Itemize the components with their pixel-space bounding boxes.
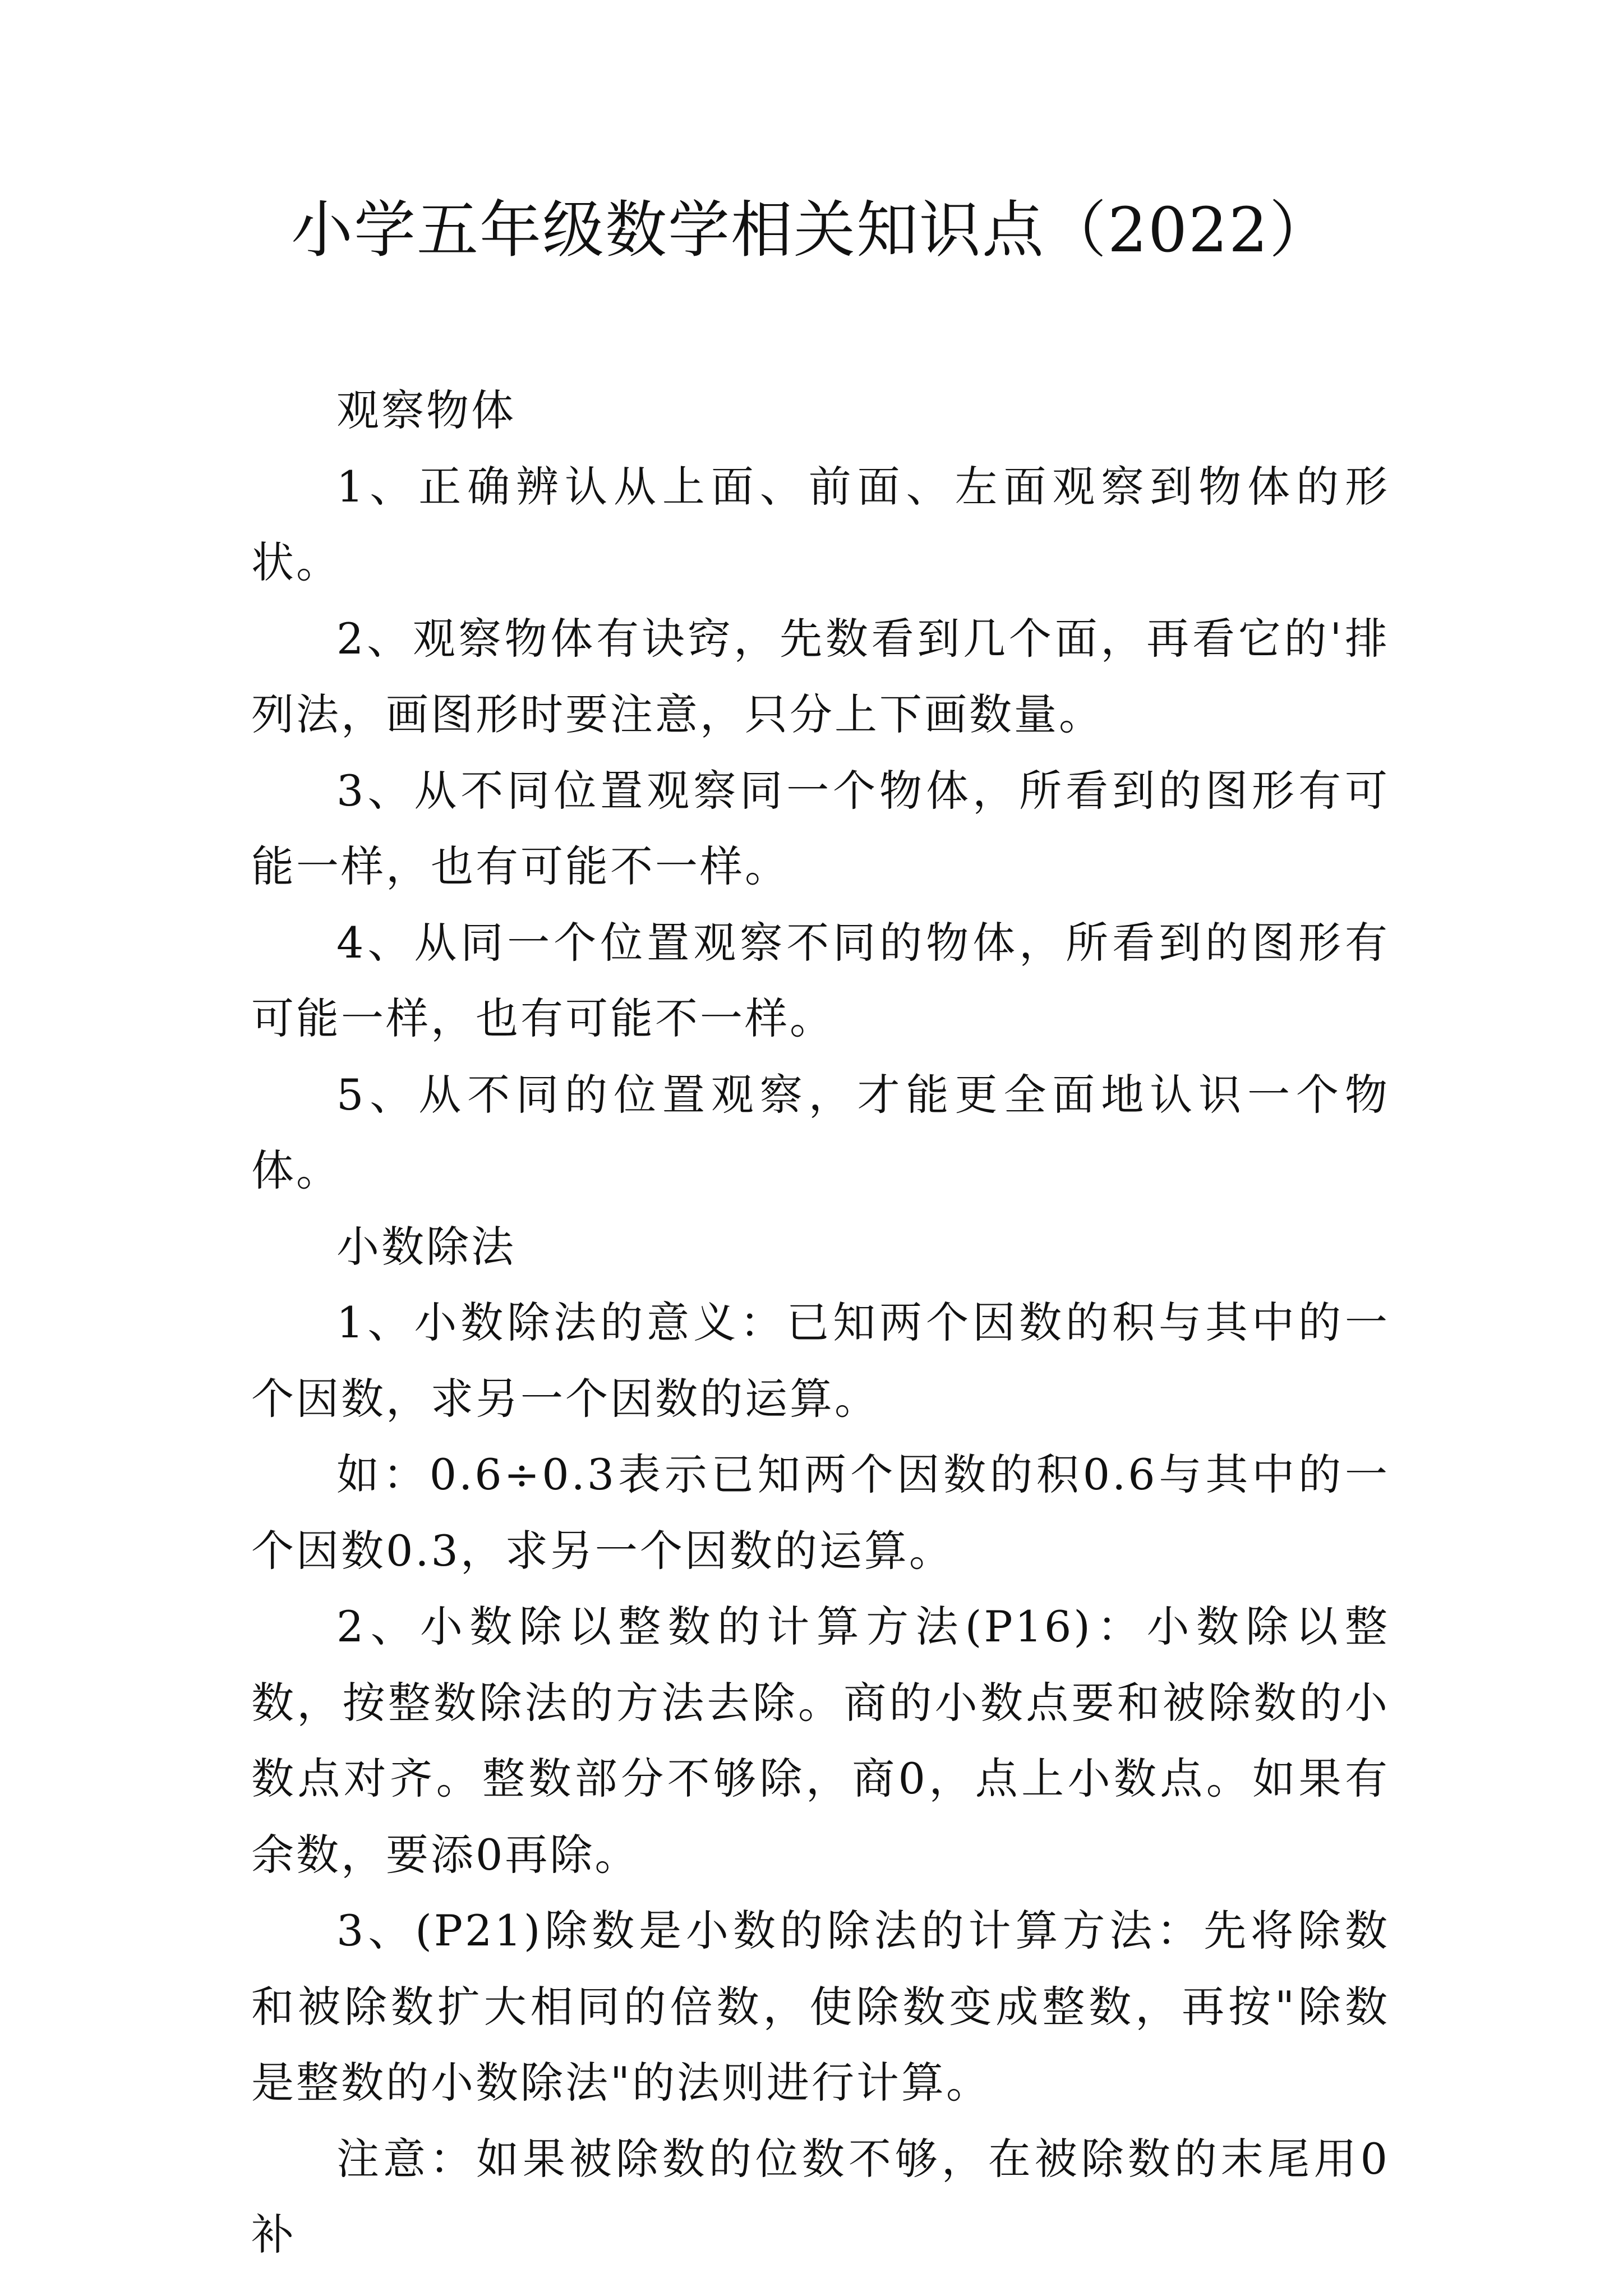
paragraph: 3、从不同位置观察同一个物体，所看到的图形有可能一样，也有可能不一样。 (251, 765, 1390, 891)
document-body (251, 372, 1390, 2273)
paragraph: 5、从不同的位置观察，才能更全面地认识一个物体。 (251, 1069, 1390, 1195)
paragraph: 1、正确辨认从上面、前面、左面观察到物体的形状。 (251, 461, 1390, 587)
paragraph: 1、小数除法的意义：已知两个因数的积与其中的一个因数，求另一个因数的运算。 (251, 1297, 1390, 1424)
section-heading: 小数除法 (336, 1221, 516, 1272)
section-heading: 观察物体 (336, 385, 516, 435)
paragraph: 3、(P21)除数是小数的除法的计算方法：先将除数和被除数扩大相同的倍数，使除数变成整数，再按"除数是整数的小数除法"的法则进行计算。 (251, 1906, 1390, 2108)
paragraph: 2、观察物体有诀窍，先数看到几个面，再看它的'排列法，画图形时要注意，只分上下画数量。 (251, 613, 1390, 739)
paragraph: 4、从同一个位置观察不同的物体，所看到的图形有可能一样，也有可能不一样。 (251, 917, 1390, 1043)
paragraph: 2、小数除以整数的计算方法(P16)：小数除以整数，按整数除法的方法去除。商的小数点要和被除数的小数点对齐。整数部分不够除，商0，点上小数点。如果有余数，要添0再除。 (251, 1602, 1390, 1880)
paragraph: 注意：如果被除数的位数不够，在被除数的末尾用0补 (251, 2133, 1390, 2260)
document-title: 小学五年级数学相关知识点（2022） (291, 194, 1332, 266)
paragraph: 如：0.6÷0.3表示已知两个因数的积0.6与其中的一个因数0.3，求另一个因数的运算。 (251, 1450, 1390, 1576)
